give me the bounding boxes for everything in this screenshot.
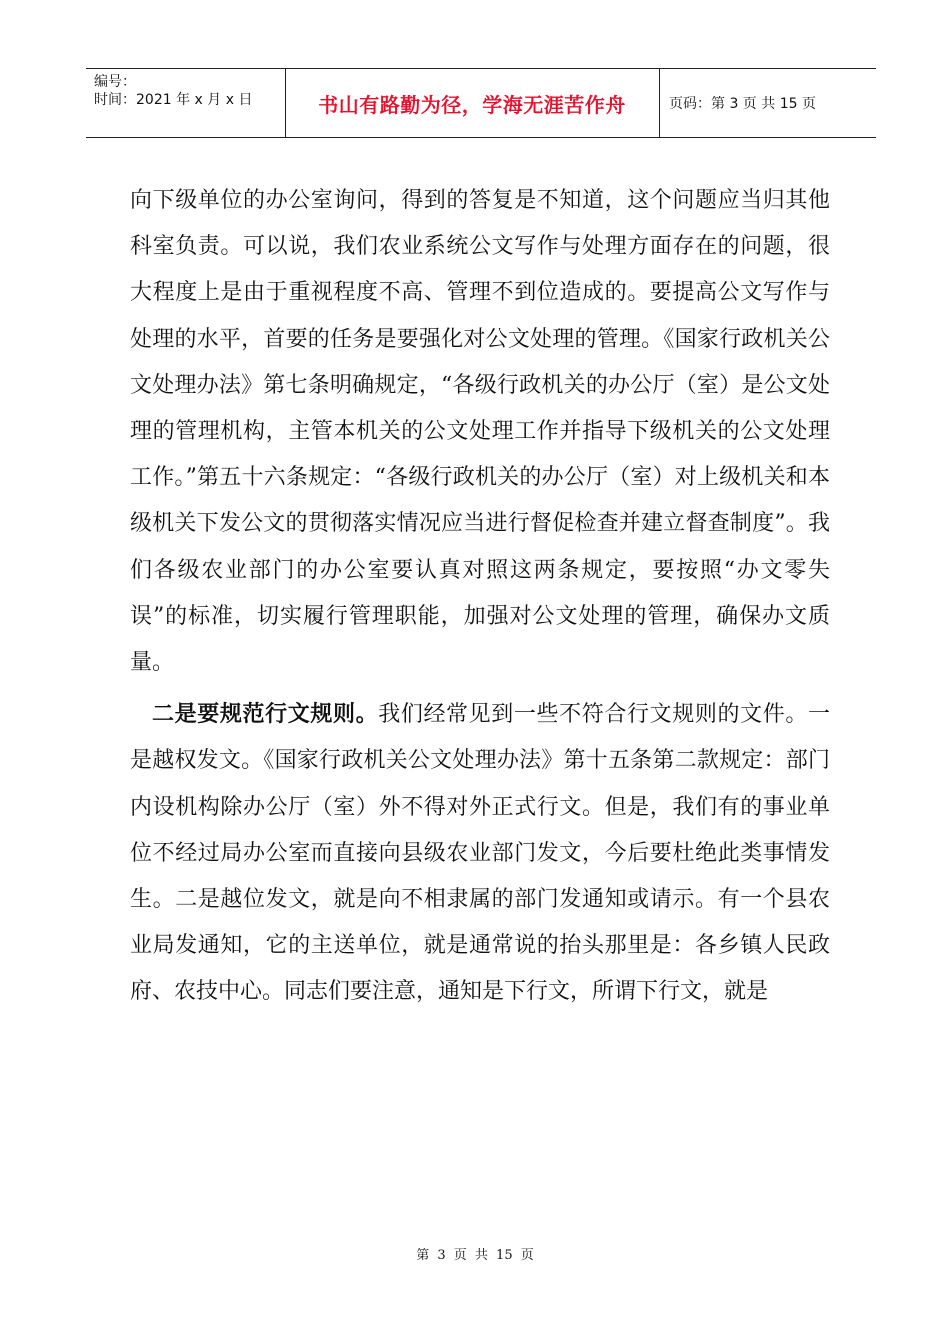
paragraph-text: 我们经常见到一些不符合行文规则的文件。一是越权发文。《国家行政机关公文处理办法》第十五条第二款规定：部门内设机构除办公厅（室）外不得对外正式行文。但是，我们有的事业单位不经过局办公室而直接向县级农业部门发文，今后要杜绝此类事情发生。二是越位发文，就是向不相隶属的部门发通知或请示。有一个县农业局发通知，它的主送单位，就是通常说的抬头那里是：各乡镇人民政府、农技中心。同志们要注意，通知是下行文，所谓下行文，就是 <box>130 702 830 1005</box>
document-time-label: 时间：2021 年 x 月 x 日 <box>94 92 253 108</box>
header-divider-right <box>659 69 660 137</box>
body-paragraph <box>130 692 830 1015</box>
document-body <box>130 178 830 1016</box>
header-meta <box>94 73 252 109</box>
document-number-label: 编号： <box>94 74 136 90</box>
header-page-info: 页码：第 3 页 共 15 页 <box>669 96 816 112</box>
header-motto: 书山有路勤为径，学海无涯苦作舟 <box>318 92 626 117</box>
paragraph-heading: 二是要规范行文规则。 <box>152 702 379 728</box>
page-footer: 第 3 页 共 15 页 <box>416 1248 534 1263</box>
page-header <box>86 68 876 138</box>
body-paragraph: 向下级单位的办公室询问，得到的答复是不知道，这个问题应当归其他科室负责。可以说，我们农业系统公文写作与处理方面存在的问题，很大程度上是由于重视程度不高、管理不到位造成的。要提高公文写作与处理的水平，首要的任务是要强化对公文处理的管理。《国家行政机关公文处理办法》第七条明确规定，“各级行政机关的办公厅（室）是公文处理的管理机构，主管本机关的公文处理工作并指导下级机关的公文处理工作。”第五十六条规定：“各级行政机关的办公厅（室）对上级机关和本级机关下发公文的贯彻落实情况应当进行督促检查并建立督查制度”。我们各级农业部门的办公室要认真对照这两条规定，要按照“办文零失误”的标准，切实履行管理职能，加强对公文处理的管理，确保办文质量。 <box>130 188 830 676</box>
